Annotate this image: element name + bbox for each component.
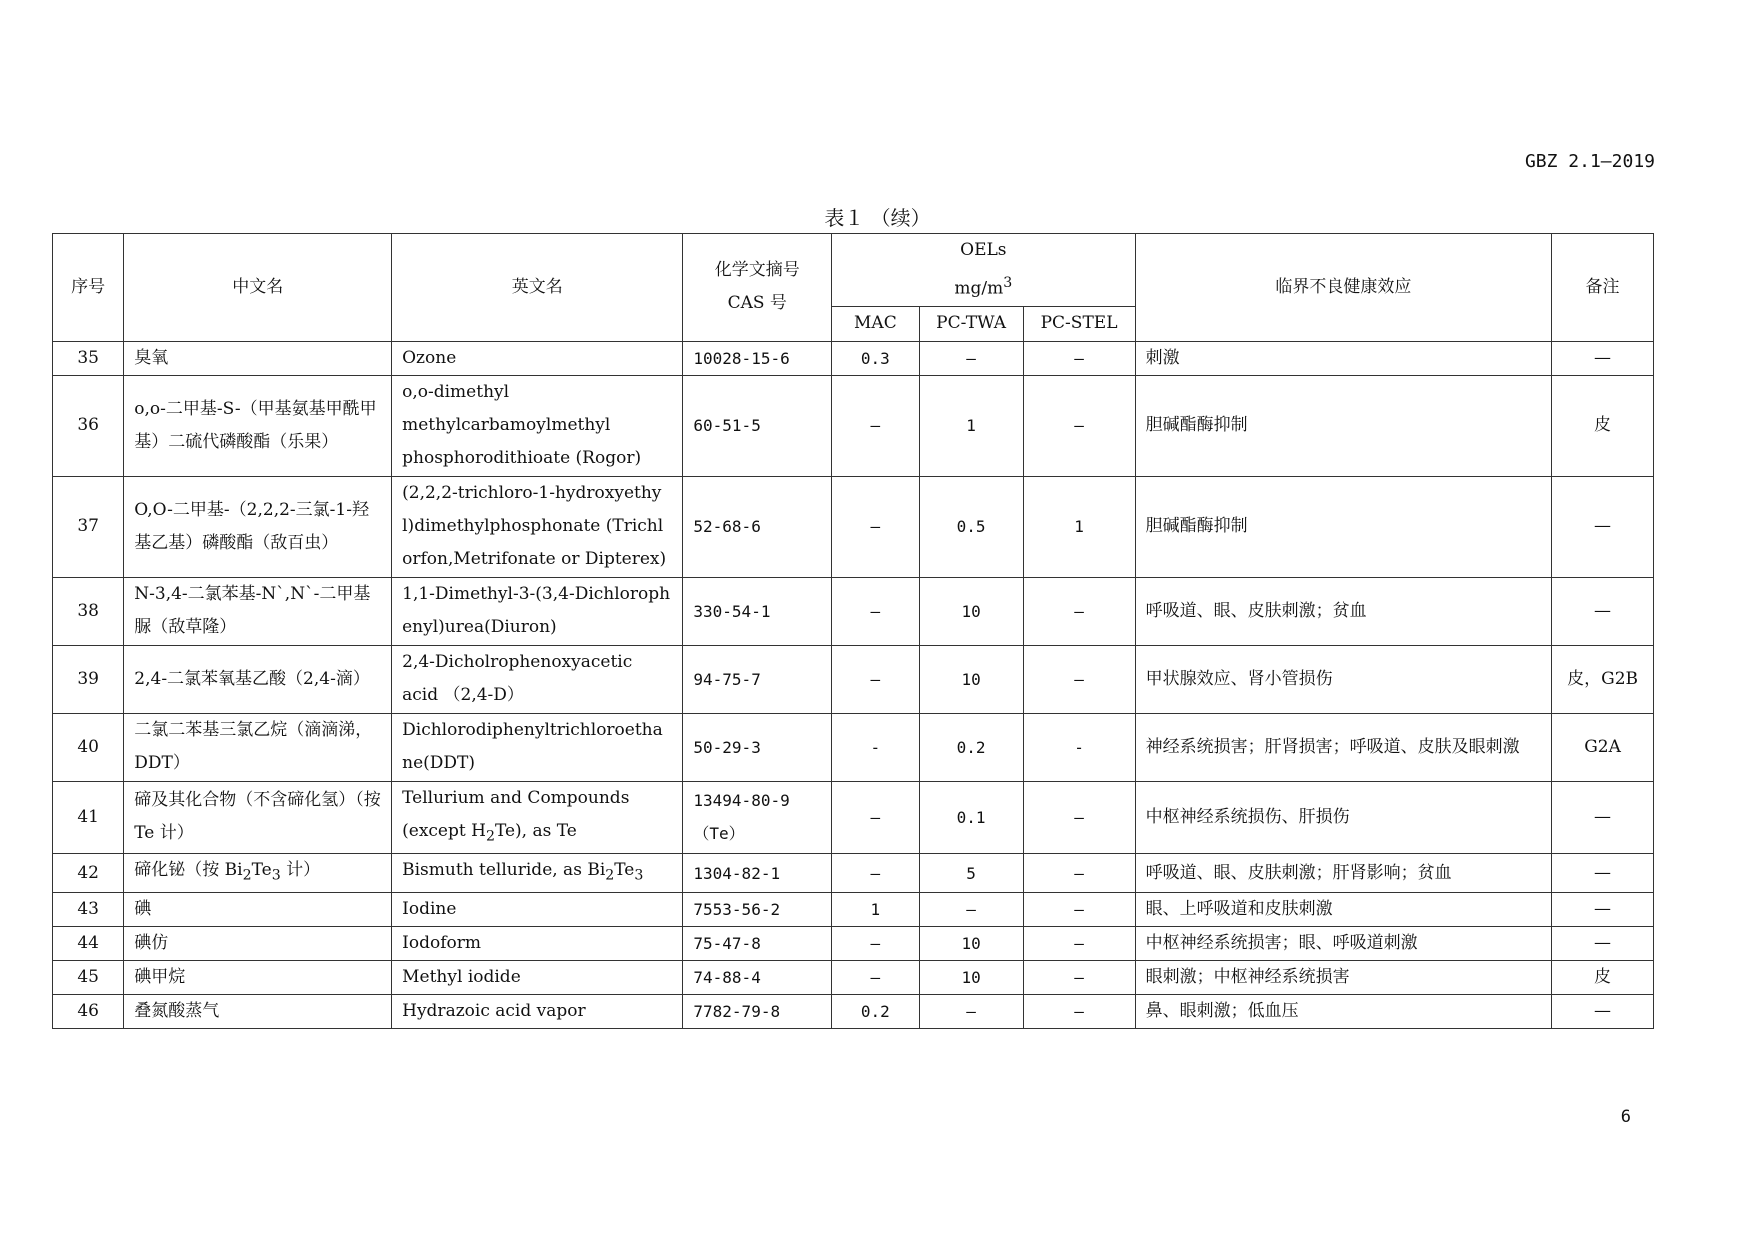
table-row (53, 341, 1654, 375)
cell-pc-stel: - (1023, 713, 1135, 781)
col-header-oels-title: OELs (960, 240, 1007, 260)
col-header-cn-name: 中文名 (124, 234, 392, 342)
cell-note: — (1552, 927, 1654, 961)
cell-cas: 13494-80-9 （Te） (683, 781, 832, 853)
cell-no: 39 (53, 645, 124, 713)
cell-note: 皮 (1552, 375, 1654, 476)
cell-en-name (392, 854, 683, 893)
table-title: 表１ （续） (824, 206, 931, 230)
cell-effect: 胆碱酯酶抑制 (1135, 375, 1552, 476)
cell-pc-twa: 10 (919, 961, 1023, 995)
page-number: 6 (1620, 1107, 1631, 1127)
cell-cas: 60-51-5 (683, 375, 832, 476)
cn-name-sub: 2 (242, 867, 252, 884)
cell-note: — (1552, 995, 1654, 1029)
cell-cn-name: 2,4-二氯苯氧基乙酸（2,4-滴） (124, 645, 392, 713)
table-row (53, 995, 1654, 1029)
cell-cn-name (124, 854, 392, 893)
cell-mac: - (832, 713, 920, 781)
table-row (53, 645, 1654, 713)
cell-en-name: 1,1-Dimethyl-3-(3,4-Dichlorophenyl)urea(Diuron) (392, 577, 683, 645)
col-header-effect: 临界不良健康效应 (1135, 234, 1552, 342)
cell-pc-stel: — (1023, 961, 1135, 995)
cell-cn-name: 碘甲烷 (124, 961, 392, 995)
cell-en-name: 2,4-Dicholrophenoxyacetic acid （2,4-D） (392, 645, 683, 713)
cn-name-part: Te (251, 860, 272, 881)
cell-cn-name: 碘仿 (124, 927, 392, 961)
cell-pc-twa: — (919, 893, 1023, 927)
cell-pc-stel: — (1023, 854, 1135, 893)
cell-effect: 鼻、眼刺激；低血压 (1135, 995, 1552, 1029)
table-row (53, 927, 1654, 961)
cell-en-name: Iodine (392, 893, 683, 927)
cell-en-name: o,o-dimethyl methylcarbamoylmethyl phosphorodithioate (Rogor) (392, 375, 683, 476)
cell-note: — (1552, 341, 1654, 375)
cell-no: 45 (53, 961, 124, 995)
cell-no: 41 (53, 781, 124, 853)
cell-cn-name: O,O-二甲基-（2,2,2-三氯-1-羟基乙基）磷酸酯（敌百虫） (124, 476, 392, 577)
col-header-note: 备注 (1552, 234, 1654, 342)
cell-effect: 呼吸道、眼、皮肤刺激；贫血 (1135, 577, 1552, 645)
cell-pc-twa: 0.2 (919, 713, 1023, 781)
cell-mac: — (832, 927, 920, 961)
cell-cn-name: 碘 (124, 893, 392, 927)
cn-name-part: 碲化铋（按 Bi (134, 860, 243, 881)
cell-pc-twa: 10 (919, 645, 1023, 713)
cell-mac: — (832, 961, 920, 995)
cell-cas: 94-75-7 (683, 645, 832, 713)
cell-no: 37 (53, 476, 124, 577)
cell-note: — (1552, 476, 1654, 577)
cell-mac: — (832, 577, 920, 645)
cell-note: — (1552, 577, 1654, 645)
cell-en-name: Hydrazoic acid vapor (392, 995, 683, 1029)
cell-pc-twa: — (919, 995, 1023, 1029)
en-name-sub: 2 (485, 828, 495, 845)
col-header-cas-line1: 化学文摘号 (714, 260, 800, 281)
cell-effect: 眼刺激；中枢神经系统损害 (1135, 961, 1552, 995)
cell-cas: 7782-79-8 (683, 995, 832, 1029)
cell-mac: — (832, 645, 920, 713)
col-header-mac: MAC (832, 306, 920, 341)
cell-pc-stel: — (1023, 995, 1135, 1029)
cell-effect: 中枢神经系统损害；眼、呼吸道刺激 (1135, 927, 1552, 961)
cell-en-name: Ozone (392, 341, 683, 375)
en-name-sub: 2 (605, 867, 615, 884)
cell-cn-name: o,o-二甲基-S-（甲基氨基甲酰甲基）二硫代磷酸酯（乐果） (124, 375, 392, 476)
cell-note: — (1552, 854, 1654, 893)
cell-cn-name: 二氯二苯基三氯乙烷（滴滴涕，DDT） (124, 713, 392, 781)
cell-pc-twa: 10 (919, 577, 1023, 645)
cell-effect: 呼吸道、眼、皮肤刺激；肝肾影响；贫血 (1135, 854, 1552, 893)
cell-effect: 眼、上呼吸道和皮肤刺激 (1135, 893, 1552, 927)
cell-effect: 中枢神经系统损伤、肝损伤 (1135, 781, 1552, 853)
cell-no: 40 (53, 713, 124, 781)
en-name-part: Bismuth telluride, as Bi (402, 860, 606, 881)
table-row (53, 375, 1654, 476)
cell-cas: 330-54-1 (683, 577, 832, 645)
col-header-pc-twa: PC-TWA (919, 306, 1023, 341)
cell-en-name: (2,2,2-trichloro-1-hydroxyethyl)dimethylphosphonate (Trichlorfon,Metrifonate or Dipterex) (392, 476, 683, 577)
cell-cn-name: N-3,4-二氯苯基-N`,N`-二甲基脲（敌草隆） (124, 577, 392, 645)
en-name-part: Te), as Te (494, 820, 577, 841)
table-row (53, 854, 1654, 893)
table-row (53, 476, 1654, 577)
cell-pc-twa: 10 (919, 927, 1023, 961)
col-header-pc-stel: PC-STEL (1023, 306, 1135, 341)
col-header-seq: 序号 (53, 234, 124, 342)
cell-effect: 胆碱酯酶抑制 (1135, 476, 1552, 577)
cell-cn-name: 臭氧 (124, 341, 392, 375)
header-row (53, 234, 1654, 307)
cell-cas: 74-88-4 (683, 961, 832, 995)
cell-no: 38 (53, 577, 124, 645)
cell-pc-twa: — (919, 341, 1023, 375)
cell-cas: 52-68-6 (683, 476, 832, 577)
cn-name-part: 计） (280, 860, 321, 881)
oels-unit-text: mg/m (954, 278, 1004, 299)
col-header-cas-line2: CAS 号 (727, 293, 787, 314)
cell-en-name: Dichlorodiphenyltrichloroethane(DDT) (392, 713, 683, 781)
cell-cas: 50-29-3 (683, 713, 832, 781)
cell-cas: 1304-82-1 (683, 854, 832, 893)
col-header-oels (832, 234, 1136, 307)
cell-pc-stel: — (1023, 375, 1135, 476)
cell-pc-stel: — (1023, 577, 1135, 645)
oels-unit-sup: 3 (1003, 275, 1013, 291)
table-row (53, 713, 1654, 781)
cell-no: 44 (53, 927, 124, 961)
cell-note: G2A (1552, 713, 1654, 781)
cell-no: 42 (53, 854, 124, 893)
cell-mac: 0.2 (832, 995, 920, 1029)
table-row (53, 961, 1654, 995)
cell-pc-twa: 5 (919, 854, 1023, 893)
cell-cn-name: 碲及其化合物（不含碲化氢）（按 Te 计） (124, 781, 392, 853)
cell-pc-twa: 1 (919, 375, 1023, 476)
cell-cn-name: 叠氮酸蒸气 (124, 995, 392, 1029)
cell-effect: 刺激 (1135, 341, 1552, 375)
cell-pc-twa: 0.5 (919, 476, 1023, 577)
cell-no: 46 (53, 995, 124, 1029)
cell-pc-stel: — (1023, 341, 1135, 375)
cell-note: — (1552, 893, 1654, 927)
cell-pc-stel: — (1023, 781, 1135, 853)
cell-pc-stel: 1 (1023, 476, 1135, 577)
cell-effect: 神经系统损害；肝肾损害；呼吸道、皮肤及眼刺激 (1135, 713, 1552, 781)
oel-table (52, 233, 1654, 1029)
cell-mac: — (832, 781, 920, 853)
cell-cas: 7553-56-2 (683, 893, 832, 927)
cell-mac: 0.3 (832, 341, 920, 375)
col-header-cas (683, 234, 832, 342)
cell-pc-stel: — (1023, 927, 1135, 961)
cell-mac: — (832, 476, 920, 577)
en-name-part: Te (614, 860, 635, 881)
cell-pc-stel: — (1023, 645, 1135, 713)
cell-en-name: Iodoform (392, 927, 683, 961)
cell-cas: 75-47-8 (683, 927, 832, 961)
en-name-sub: 3 (634, 867, 644, 884)
cell-effect: 甲状腺效应、肾小管损伤 (1135, 645, 1552, 713)
cell-note: 皮 (1552, 961, 1654, 995)
cn-name-sub: 3 (271, 867, 281, 884)
col-header-oels-unit (842, 267, 1125, 306)
cell-mac: — (832, 854, 920, 893)
table-row (53, 781, 1654, 853)
cell-pc-twa: 0.1 (919, 781, 1023, 853)
cell-note: — (1552, 781, 1654, 853)
standard-code: GBZ 2.1—2019 (1524, 151, 1655, 172)
table-row (53, 577, 1654, 645)
cell-no: 36 (53, 375, 124, 476)
cell-pc-stel: — (1023, 893, 1135, 927)
cell-mac: — (832, 375, 920, 476)
en-name-part: Tellurium and Compounds (except H (402, 787, 630, 841)
cell-no: 43 (53, 893, 124, 927)
cell-en-name (392, 781, 683, 853)
col-header-en-name: 英文名 (392, 234, 683, 342)
cell-en-name: Methyl iodide (392, 961, 683, 995)
cell-cas: 10028-15-6 (683, 341, 832, 375)
table-row (53, 893, 1654, 927)
cell-note: 皮，G2B (1552, 645, 1654, 713)
cell-mac: 1 (832, 893, 920, 927)
cell-no: 35 (53, 341, 124, 375)
